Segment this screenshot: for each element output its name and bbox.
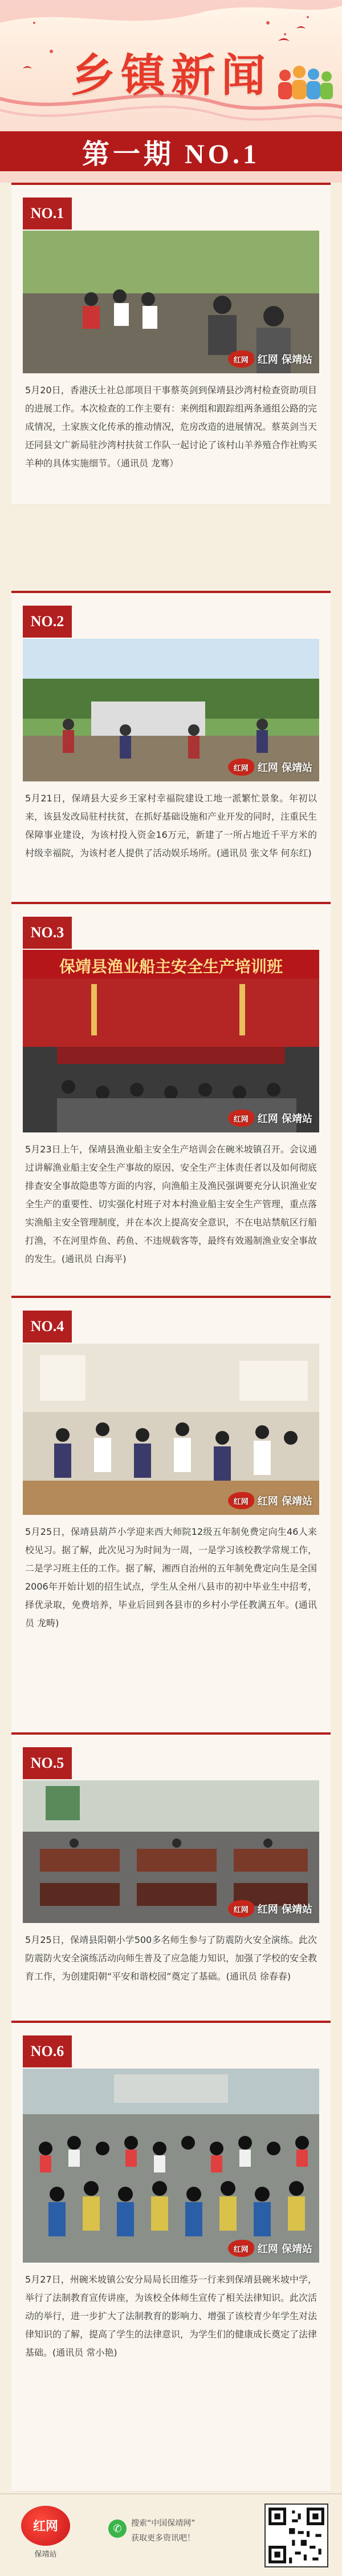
section-tag: NO.6	[23, 2035, 72, 2067]
news-item-1	[11, 183, 331, 505]
qr-code-icon[interactable]	[264, 2504, 328, 2567]
watermark: 红网 红网 保靖站	[228, 350, 312, 368]
news-photo	[23, 231, 319, 373]
footer-text	[131, 2516, 245, 2546]
news-photo	[23, 639, 319, 781]
news-text: 5月25日，保靖县葫芦小学迎来西大师院12级五年制免费定向生46人来校见习。据了解，此次见习为时间为一周，一是学习该校教学常规工作，二是学习班主任的工作。据了解，湘西自治州的五年制免费定向生是全国2006年开始计划的招生试点，学生从全州八县市的初中毕业生中招考，择优录取，免费培养，毕业后回到各县市的乡村小学任教满五年。(通讯员 龙畴)	[25, 1526, 317, 1628]
header	[0, 0, 342, 183]
logo-name: 保靖站	[34, 2550, 57, 2559]
news-photo	[23, 1780, 319, 1923]
section-tag: NO.3	[23, 917, 72, 949]
watermark: 红网 红网 保靖站	[228, 759, 312, 776]
footer-logo	[11, 2504, 80, 2561]
footer	[0, 2493, 342, 2576]
watermark: 红网 红网 保靖站	[228, 2240, 312, 2257]
watermark: 红网 红网 保靖站	[228, 1900, 312, 1917]
logo-mark: 红网	[21, 2506, 70, 2546]
wechat-icon: ✆	[108, 2519, 127, 2538]
people-icon	[274, 63, 336, 103]
news-text: 5月20日，香港沃土社总部项目干事蔡英剑到保靖县沙湾村检查资助项目的进展工作。本次检查的工作主要有：来例组和跟踪组两条通组公路的完成情况，土家族文化传承的推动情况，危房改造的进展情况。蔡英剑当天还同县文广新局驻沙湾村扶贫工作队一起讨论了该村山羊养殖合作社购买羊种的具体实施细节。（通讯员 龙骞）	[25, 385, 317, 469]
news-text: 5月23日上午，保靖县渔业船主安全生产培训会在碗米坡镇召开。会议通过讲解渔业船主安全生产事故的原因、安全生产主体责任者以及如何彻底排查安全事故隐患等方面的内容，向渔船主及渔民强调要充分认识渔业安全生产的重要性、切实强化村班子对本村渔业船主安全生产管理，重点落实渔船主安全管理制度，并在本次上提高安全意识，不在电站禁航区行船打渔，不在河里炸鱼、药鱼、不违规载客等，最终有效遏制渔业安全事故的发生。(通讯员 白海平)	[25, 1144, 317, 1264]
banner-caption: 保靖县渔业船主安全生产培训班	[59, 958, 283, 976]
news-text: 5月27日，州碗米坡镇公安分局局长田维芬一行来到保靖县碗米坡中学，举行了法制教育宣传讲座，为该校全体师生宣传了相关法律知识。此次活动的举行，进一步扩大了法制教育的影响力、增强了该校青少年学生对法律知识的了解，提高了学生的法律意识，为学生们的健康成长奠定了法律基础。(通讯员 常小艳)	[25, 2274, 317, 2358]
footer-line-1: 搜索“中国保靖网”	[131, 2519, 196, 2528]
section-tag: NO.1	[23, 197, 72, 229]
section-tag: NO.2	[23, 606, 72, 638]
news-item-5	[11, 1732, 331, 2031]
page-title: 乡镇新闻	[70, 51, 271, 100]
news-item-6	[11, 2021, 331, 2491]
section-tag: NO.5	[23, 1747, 72, 1779]
footer-line-2: 获取更多资讯吧！	[131, 2534, 195, 2543]
watermark: 红网 红网 保靖站	[228, 1110, 312, 1127]
news-photo	[23, 1344, 319, 1515]
news-photo	[23, 2069, 319, 2263]
news-photo	[23, 950, 319, 1132]
news-item-3	[11, 902, 331, 1315]
issue-banner: 第一期 NO.1	[0, 131, 342, 171]
watermark: 红网 红网 保靖站	[228, 1492, 312, 1509]
news-item-4	[11, 1296, 331, 1743]
news-text: 5月25日，保靖县阳朝小学500多名师生参与了防震防火安全演练。此次防震防火安全演练活动向师生普及了应急能力知识，加强了学校的安全教育工作，为创建阳朝“平安和谐校园”奠定了基础。(通讯员 徐春春)	[25, 1934, 317, 1982]
section-tag: NO.4	[23, 1311, 72, 1343]
news-item-2	[11, 591, 331, 913]
news-text: 5月21日，保靖县大妥乡王家村幸福院建设工地一派繁忙景象。年初以来，该县发改局驻村扶贫，在抓好基础设施和产业开发的同时，注重民生保障事业建设，为该村投入资金16万元，新建了一所占地近千平方米的村级幸福院，为该村老人提供了活动娱乐场所。(通讯员 张文华 何东红)	[25, 793, 317, 858]
